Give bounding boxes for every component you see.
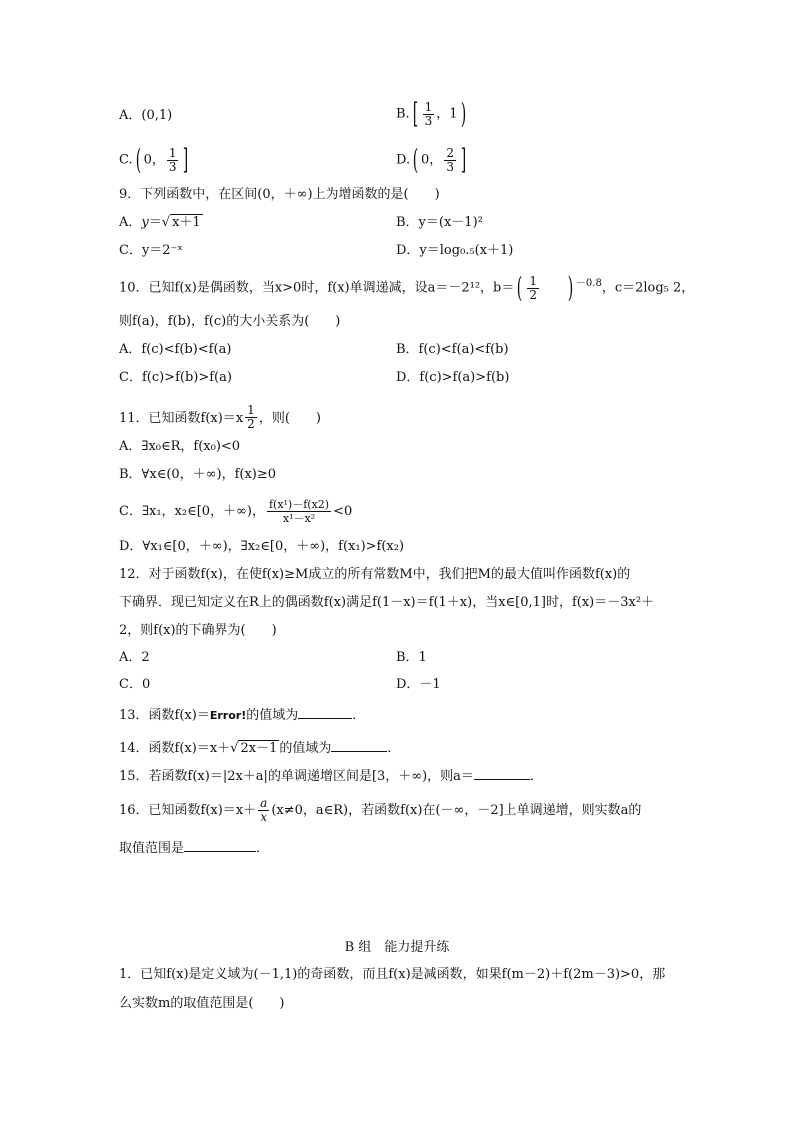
left-bracket: [ — [412, 97, 418, 130]
sqrt-radicand: x＋1 — [172, 215, 201, 230]
q13-prefix: 13．函数f(x)＝ — [119, 708, 210, 723]
right-bracket: ] — [183, 143, 189, 176]
right-paren: ) — [460, 97, 466, 130]
fraction-denominator: 2 — [529, 287, 537, 302]
fraction — [167, 147, 179, 174]
q14-suffix: 的值域为 — [279, 741, 332, 756]
q9-option-a-var: y — [141, 215, 149, 230]
q11-stem-part2: ，则( ) — [258, 411, 321, 426]
q8-option-b — [396, 97, 468, 130]
fraction-numerator: 1 — [168, 145, 177, 160]
q8-option-d — [396, 143, 469, 176]
q11-option-c-prefix: C．∃x₁，x₂∈[0，＋∞)， — [119, 504, 265, 519]
q13-suffix: 的值域为 — [246, 708, 299, 723]
fraction-denominator: 3 — [168, 159, 177, 174]
q16-mid: (x≠0，a∈R)，若函数f(x)在(－∞，－2]上单调递增，则实数a的 — [271, 803, 642, 818]
q14-prefix: 14．函数f(x)＝x＋ — [119, 741, 231, 756]
q12-option-d: D．－1 — [396, 677, 441, 692]
fraction-numerator: 1 — [247, 403, 255, 417]
fraction — [444, 147, 456, 174]
q10-stem-part1: 10．已知f(x)是偶函数，当x>0时，f(x)单调递减，设a＝－2¹²，b＝ — [119, 280, 515, 296]
left-paren: ( — [517, 271, 523, 304]
q14 — [119, 739, 400, 758]
q8-option-d-label: D. — [396, 152, 411, 168]
q8-option-a: A．(0,1) — [119, 108, 173, 123]
q10-option-b: B．f(c)<f(a)<f(b) — [396, 342, 509, 357]
sqrt-radicand: 2x－1 — [240, 741, 278, 756]
q16-prefix: 16．已知函数f(x)＝x＋ — [119, 803, 257, 818]
q12-option-b: B．1 — [396, 650, 427, 665]
q9-option-b: B．y＝(x－1)² — [396, 215, 483, 230]
q9-option-d: D．y＝log₀.₅(x＋1) — [396, 243, 514, 258]
q10-option-c: C．f(c)>f(b)>f(a) — [119, 370, 232, 385]
q13 — [119, 706, 365, 725]
q11-option-c — [119, 498, 352, 525]
fraction-denominator: 3 — [446, 159, 454, 174]
q16-line1 — [119, 797, 641, 824]
q13-end: ． — [352, 708, 366, 723]
q10-option-a: A．f(c)<f(b)<f(a) — [119, 342, 232, 357]
q16-end: ． — [256, 841, 270, 856]
q12-option-c: C．0 — [119, 677, 151, 692]
answer-blank[interactable] — [184, 839, 256, 852]
q9-option-a — [119, 214, 203, 232]
fraction-denominator: x — [260, 810, 268, 824]
answer-blank[interactable] — [331, 739, 387, 752]
section-b-q1-line1: 1．已知f(x)是定义域为(－1,1)的奇函数，而且f(x)是减函数，如果f(m－2)＋f(2m－3)>0，那 — [119, 967, 666, 982]
q11-option-d: D．∀x₁∈[0，＋∞)，∃x₂∈[0，＋∞)，f(x₁)>f(x₂) — [119, 539, 405, 554]
q12-stem-line2: 下确界．现已知定义在R上的偶函数f(x)满足f(1－x)＝f(1＋x)，当x∈[0,1]时，f(x)＝－3x²＋ — [119, 595, 655, 610]
q9-option-a-label: A． — [119, 215, 142, 230]
q15-end: ． — [529, 769, 543, 784]
q9-option-a-eq: ＝ — [148, 215, 162, 230]
left-paren: ( — [412, 143, 419, 176]
section-b-q1-line2: 么实数m的取值范围是( ) — [119, 996, 285, 1011]
q8-option-b-label: B. — [396, 106, 410, 122]
fraction-numerator: f(x¹)－f(x2) — [268, 498, 330, 511]
sqrt-sign: √ — [161, 215, 171, 230]
q11-stem-part1: 11．已知函数f(x)＝x — [119, 411, 244, 426]
q11-stem — [119, 404, 321, 431]
fraction-numerator: 2 — [446, 145, 454, 160]
fraction-denominator: 2 — [247, 417, 255, 431]
q10-stem-line1 — [119, 271, 695, 304]
q16-line2-text: 取值范围是 — [119, 841, 185, 856]
q11-option-a: A．∃x₀∈R，f(x₀)<0 — [119, 439, 241, 454]
fraction — [267, 498, 331, 525]
q12-stem-line1: 12．对于函数f(x)，在使f(x)≥M成立的所有常数M中，我们把M的最大值叫作函数f(x)的 — [119, 567, 631, 582]
fraction — [527, 275, 539, 302]
q8-option-c-label: C. — [119, 152, 133, 168]
answer-blank[interactable] — [298, 706, 352, 719]
q8-option-c — [119, 143, 191, 176]
q12-option-a: A．2 — [119, 650, 150, 665]
q8-option-c-mid: 0， — [143, 152, 165, 168]
q11-option-b: B．∀x∈(0，＋∞)，f(x)≥0 — [119, 467, 277, 482]
q12-stem-line3: 2，则f(x)的下确界为( ) — [119, 623, 277, 638]
sqrt-sign: √ — [230, 741, 239, 756]
q9-stem: 9．下列函数中，在区间(0，＋∞)上为增函数的是( ) — [119, 187, 440, 202]
q11-option-c-suffix: <0 — [333, 504, 353, 519]
fraction — [423, 101, 435, 128]
fraction-numerator: 1 — [529, 273, 537, 288]
q10-stem-part2: ，c＝2log₅ 2， — [601, 280, 695, 296]
q15 — [119, 767, 543, 786]
fraction — [245, 404, 257, 431]
right-paren: ) — [567, 271, 574, 304]
q8-option-b-rest: ，1 — [436, 106, 458, 122]
exponent: －0.8 — [575, 278, 602, 290]
right-bracket: ] — [460, 143, 467, 176]
q9-option-c: C．y＝2⁻ˣ — [119, 243, 183, 258]
answer-blank[interactable] — [474, 767, 530, 780]
section-b-heading: B 组 能力提升练 — [344, 940, 450, 955]
q15-text: 15．若函数f(x)＝|2x＋a|的单调递增区间是[3，＋∞)，则a＝ — [119, 769, 474, 784]
fraction-numerator: 1 — [424, 99, 433, 114]
q10-stem-line2: 则f(a)，f(b)，f(c)的大小关系为( ) — [119, 314, 341, 329]
q16-line2 — [119, 839, 269, 858]
fraction-numerator: a — [260, 796, 268, 810]
fraction — [258, 797, 269, 824]
left-paren: ( — [135, 143, 141, 176]
q8-option-d-mid: 0， — [421, 152, 443, 168]
fraction-denominator: 3 — [424, 113, 433, 128]
fraction-denominator: x¹－x² — [282, 512, 316, 525]
q10-option-d: D．f(c)>f(a)>f(b) — [396, 370, 510, 385]
error-reference: Error! — [209, 709, 247, 722]
q14-end: ． — [387, 741, 401, 756]
